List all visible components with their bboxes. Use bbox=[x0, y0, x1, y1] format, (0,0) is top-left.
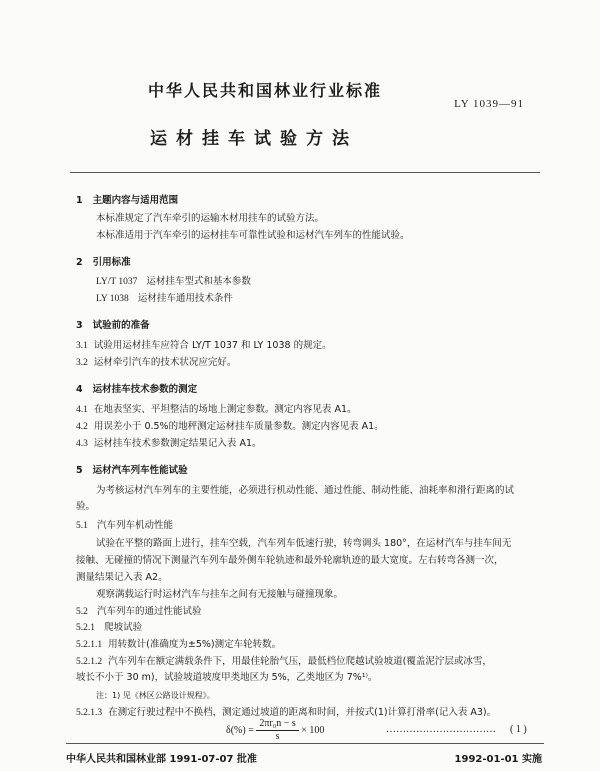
formula-denominator: s bbox=[275, 730, 280, 742]
formula-multiplier: × 100 bbox=[301, 724, 325, 736]
clause-5-2-1-title: 5.2.1 爬坡试验 bbox=[76, 622, 143, 633]
clause-4-2: 4.2 用误差小于 0.5%的地秤测定运材挂车质量参数。测定内容见表 A1。 bbox=[76, 421, 384, 432]
clause-5-1-line-4: 观察满载运行时运材汽车与挂车之间有无接触与碰撞现象。 bbox=[96, 589, 344, 600]
clause-5-1-title: 5.1 汽车列车机动性能 bbox=[76, 520, 173, 531]
footnote: 注：1) 见《林区公路设计规程》。 bbox=[96, 691, 215, 700]
approval-note: 中华人民共和国林业部 1991-07-07 批准 bbox=[66, 754, 257, 765]
clause-5-1-line-3: 测量结果记入表 A2。 bbox=[76, 572, 168, 583]
standard-code: LY 1039—91 bbox=[454, 98, 524, 110]
section-1-para-2: 本标准适用于汽车牵引的运材挂车可靠性试验和运材汽车列车的性能试验。 bbox=[96, 230, 410, 241]
section-4-heading: 4 运材挂车技术参数的测定 bbox=[76, 384, 198, 395]
reference-1: LY/T 1037 运材挂车型式和基本参数 bbox=[96, 276, 251, 287]
clause-5-2-1-2-line-2: 坡长不小于 30 m)，试验坡道坡度甲类地区为 5%，乙类地区为 7%¹⁾。 bbox=[76, 672, 378, 683]
section-5-intro-line-2: 验。 bbox=[76, 501, 96, 512]
formula-leader-dots: …………………………… bbox=[386, 724, 496, 735]
section-5-intro-line-1: 为考核运材汽车列车的主要性能，必须进行机动性能、通过性能、制动性能、油耗率和滑行距离的试 bbox=[96, 485, 515, 496]
clause-3-1: 3.1 试验用运材挂车应符合 LY/T 1037 和 LY 1038 的规定。 bbox=[76, 340, 332, 351]
formula-lhs: δ(%) = bbox=[226, 724, 254, 736]
implementation-date: 1992-01-01 实施 bbox=[454, 754, 542, 765]
clause-4-1: 4.1 在地表坚实、平坦整洁的场地上测定参数。测定内容见表 A1。 bbox=[76, 404, 357, 415]
section-5-heading: 5 运材汽车列车性能试验 bbox=[76, 465, 188, 476]
clause-5-2-1-2-line-1: 5.2.1.2 汽车列车在额定满载条件下，用最佳轮胎气压，最低档位爬越试验坡道(覆盖泥泞层或冰雪， bbox=[76, 656, 492, 667]
clause-4-3: 4.3 运材挂车技术参数测定结果记入表 A1。 bbox=[76, 438, 262, 449]
publisher-org: 中华人民共和国林业行业标准 bbox=[148, 81, 383, 100]
clause-5-2-title: 5.2 汽车列车的通过性能试验 bbox=[76, 606, 202, 617]
section-3-heading: 3 试验前的准备 bbox=[76, 320, 150, 331]
clause-5-2-1-1: 5.2.1.1 用转数计(准确度为±5%)测定车轮转数。 bbox=[76, 639, 282, 650]
formula-fraction bbox=[256, 718, 298, 743]
clause-5-1-line-1: 试验在平整的路面上进行，挂车空载，汽车列车低速行驶，转弯调头 180°，在运材汽车与挂车间无 bbox=[96, 538, 512, 549]
section-1-para-1: 本标准规定了汽车牵引的运输木材用挂车的试验方法。 bbox=[96, 213, 325, 224]
footer-rule bbox=[66, 743, 544, 744]
slip-rate-formula bbox=[226, 716, 324, 744]
formula-number: ( 1 ) bbox=[510, 724, 527, 735]
section-2-heading: 2 引用标准 bbox=[76, 257, 131, 268]
formula-numerator: 2πr₀n − s bbox=[256, 718, 298, 731]
document-title: 运材挂车试验方法 bbox=[150, 129, 358, 149]
header-rule bbox=[70, 172, 540, 173]
reference-2: LY 1038 运材挂车通用技术条件 bbox=[96, 293, 233, 304]
section-1-heading: 1 主题内容与适用范围 bbox=[76, 195, 179, 206]
clause-3-2: 3.2 运材牵引汽车的技术状况应完好。 bbox=[76, 357, 237, 368]
clause-5-2-1-3: 5.2.1.3 在测定行驶过程中不换档，测定通过坡道的距离和时间，并按式(1)计算打滑率(记入表 A3)。 bbox=[76, 707, 497, 718]
clause-5-1-line-2: 接触、无碰撞的情况下测量汽车列车最外侧车轮轨迹和最外轮廓轨迹的最大宽度。左右转弯各测一次， bbox=[76, 555, 504, 566]
